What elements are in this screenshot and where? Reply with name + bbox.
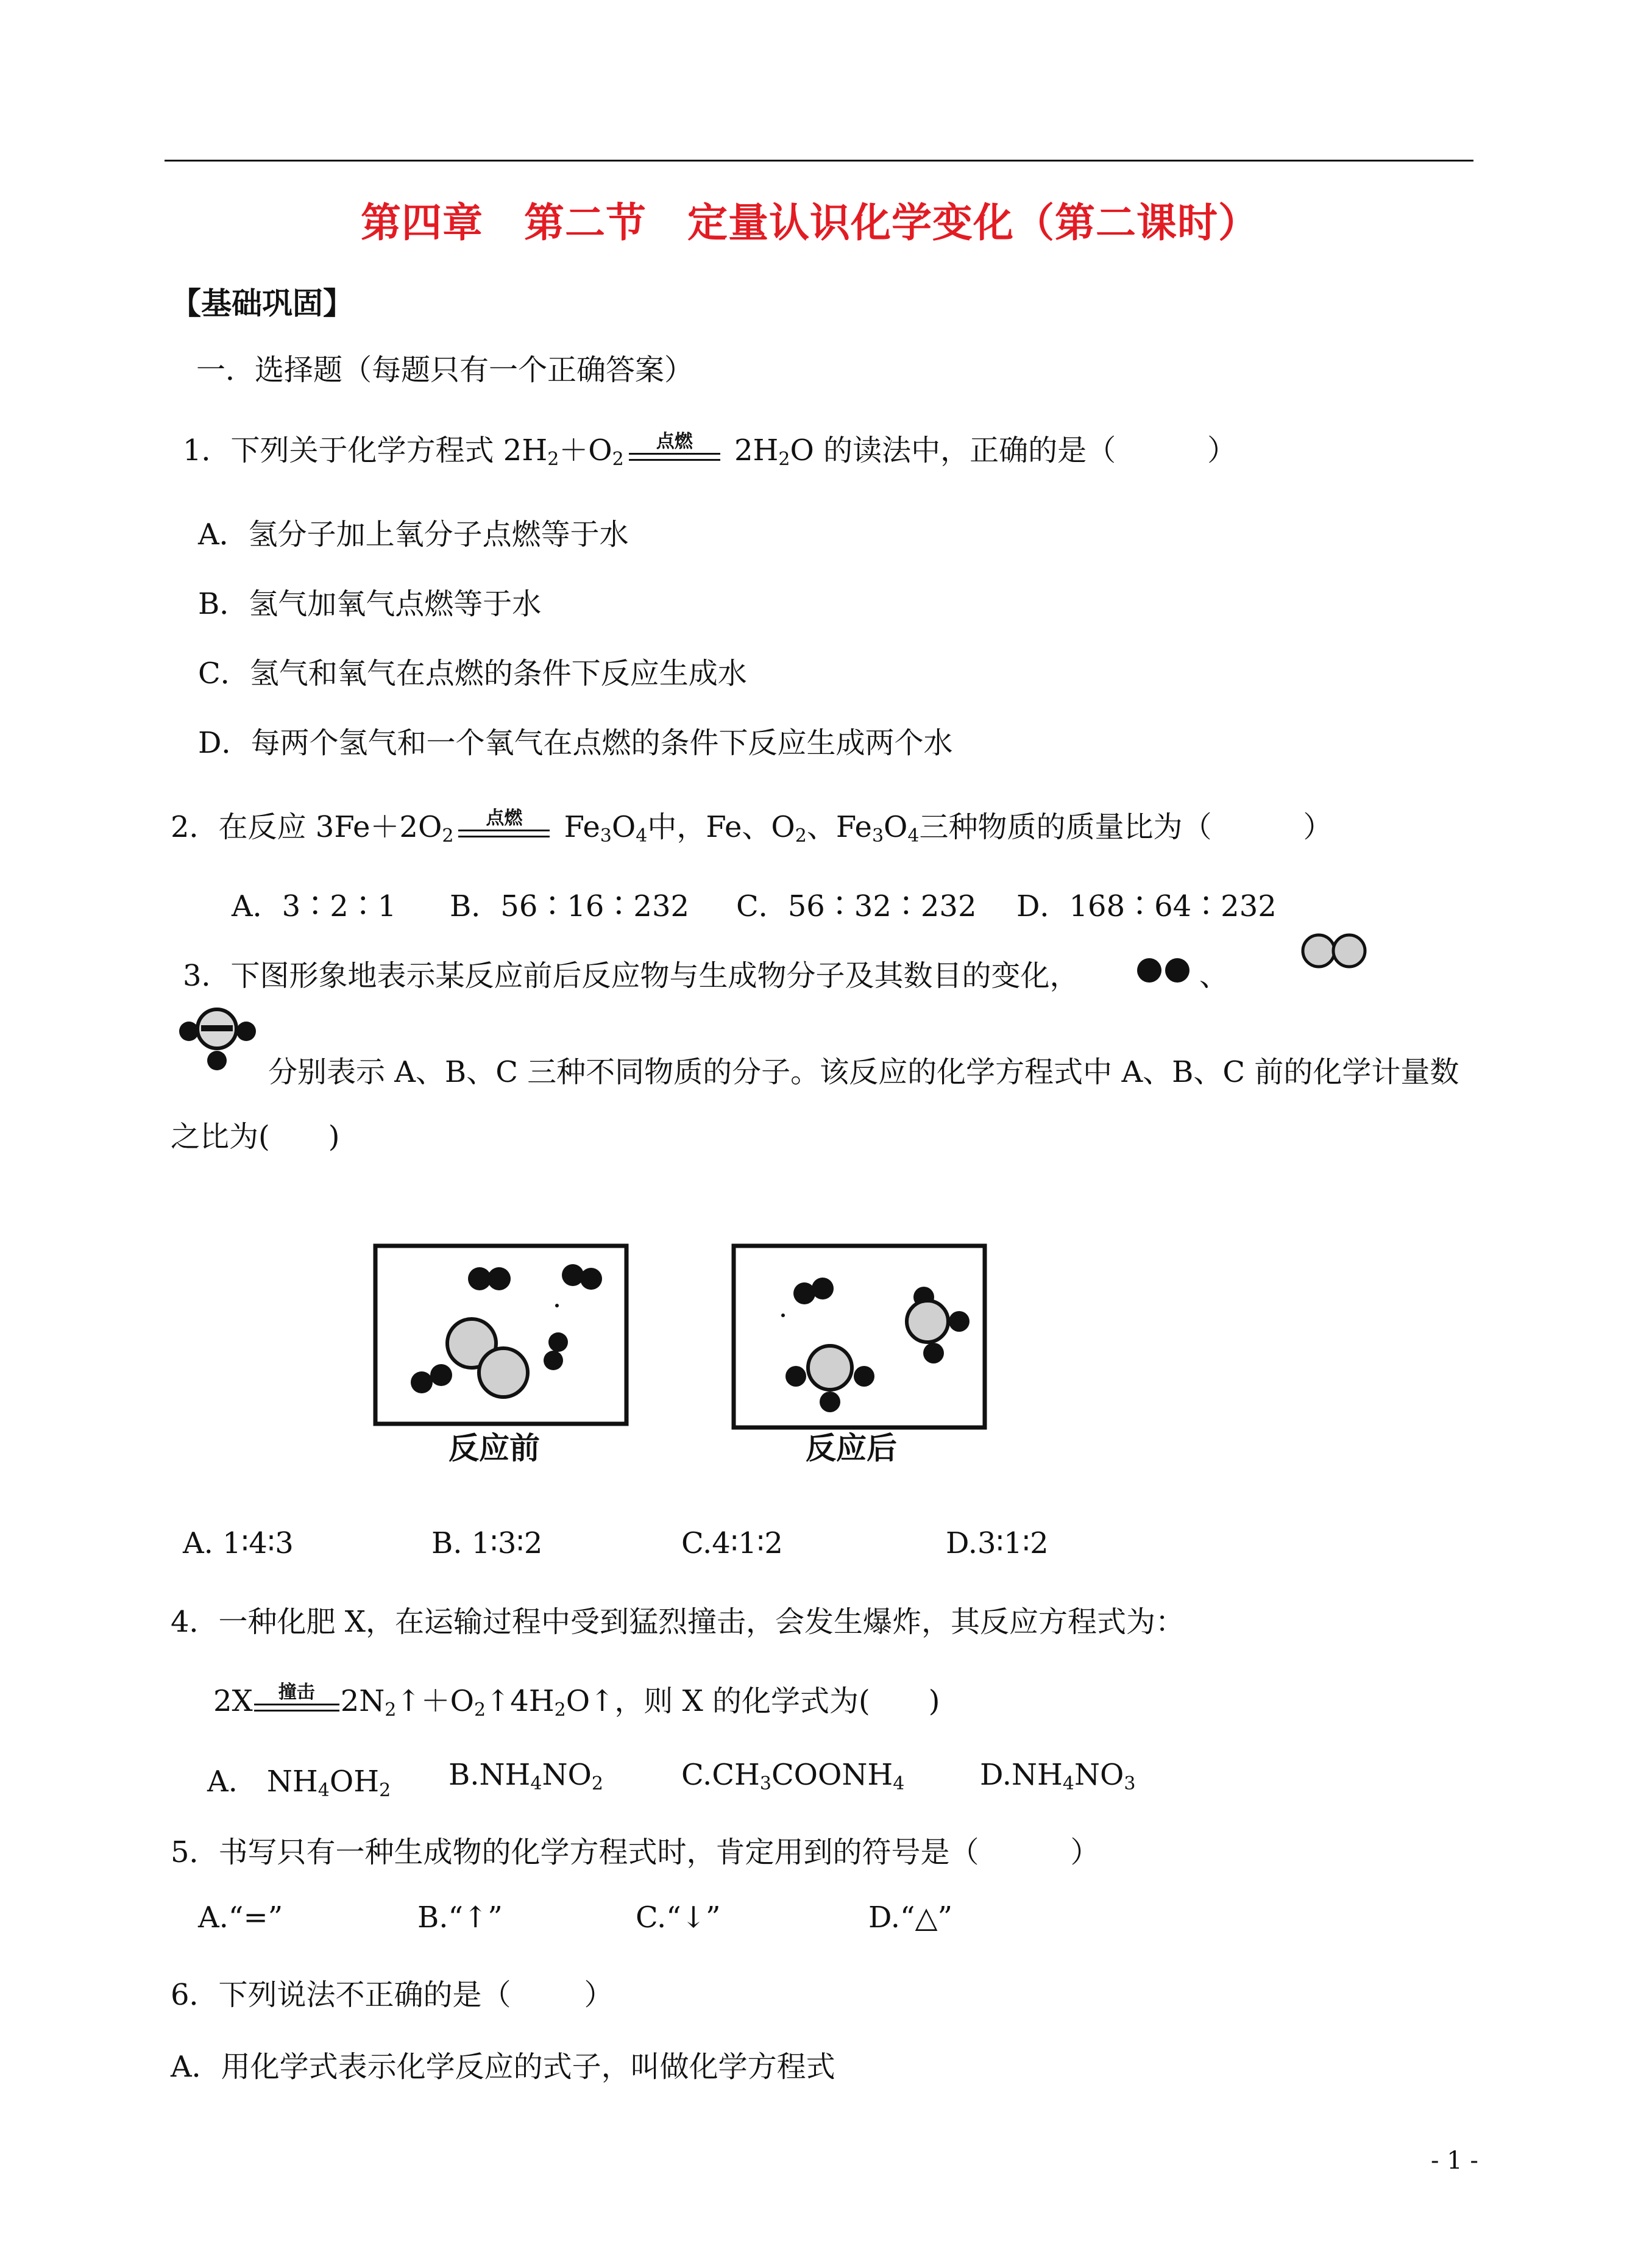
q2-option-c: C．56∶32∶232	[736, 889, 977, 923]
q5-option-b: B.“↑”	[417, 1900, 503, 1935]
question-1: 1．下列关于化学方程式 $2H_2+O_2$ 点燃 $2H_2O$ 的读法中，正确的是（ ）	[183, 430, 1237, 470]
question-5: 5．书写只有一种生成物的化学方程式时，肯定用到的符号是（ ）	[171, 1835, 1100, 1869]
q1-text-pre: 1．下列关于化学方程式 2H	[183, 433, 548, 467]
q2-option-b: B．56∶16∶232	[450, 889, 690, 923]
molecule-b-icon	[1298, 933, 1371, 969]
reaction-after-box	[731, 1243, 987, 1432]
ignite-condition-arrow: 点燃	[458, 811, 550, 848]
ignite-condition-arrow: 点燃	[629, 435, 720, 471]
q4-option-b: $B.NH_4NO_2$	[448, 1758, 603, 1794]
label-after: 反应后	[806, 1431, 897, 1466]
label-before: 反应前	[448, 1431, 540, 1466]
impact-condition-arrow: 撞击	[254, 1685, 339, 1722]
page-number: - 1 -	[1431, 2147, 1478, 2175]
q5-option-d: D.“△”	[868, 1900, 953, 1935]
section-heading: 【基础巩固】	[171, 286, 353, 321]
q3-option-a: A. 1∶4∶3	[183, 1526, 294, 1560]
question-6: 6．下列说法不正确的是（ ）	[171, 1978, 614, 2012]
q6-option-a: A．用化学式表示化学反应的式子，叫做化学方程式	[171, 2050, 835, 2084]
question-3-line-2: 分别表示 A、B、C 三种不同物质的分子。该反应的化学方程式中 A、B、C 前的化学计量数	[268, 1055, 1459, 1089]
q2-option-d: D．168∶64∶232	[1016, 889, 1277, 923]
question-4-equation: 2X 撞击 $2N_2↑+O_2↑4H_2O↑$，则 X 的化学式为( )	[213, 1681, 940, 1721]
reaction-before-box	[373, 1243, 629, 1426]
molecule-c-icon	[177, 1004, 262, 1078]
molecule-a-icon	[1135, 956, 1202, 986]
question-2: 2．在反应 $3Fe+2O_2$ 点燃 $Fe_3O_4$中，Fe、$O_2$、$Fe_3O_4$三种物质的质量比为（ ）	[171, 807, 1333, 847]
header-rule	[165, 160, 1473, 162]
question-4-line-1: 4．一种化肥 X，在运输过程中受到猛烈撞击，会发生爆炸，其反应方程式为：	[171, 1605, 1185, 1639]
q1-option-a: A．氢分子加上氧分子点燃等于水	[198, 517, 629, 552]
question-3-line-1: 3．下图形象地表示某反应前后反应物与生成物分子及其数目的变化，	[183, 959, 1079, 993]
question-3-line-3: 之比为( )	[171, 1120, 340, 1154]
q2-option-a: A．3∶2∶1	[232, 889, 397, 923]
q4-option-a: A. $NH_4OH_2$	[207, 1765, 391, 1801]
q1-option-b: B．氢气加氧气点燃等于水	[198, 587, 542, 621]
q3-separator: 、	[1199, 959, 1229, 993]
q3-option-b: B. 1∶3∶2	[431, 1526, 543, 1560]
q5-option-c: C.“↓”	[636, 1900, 721, 1935]
q1-option-d: D．每两个氢气和一个氧气在点燃的条件下反应生成两个水	[198, 726, 953, 760]
page-title: 第四章 第二节 定量认识化学变化（第二课时）	[361, 199, 1259, 246]
q4-option-c: $C.CH_3COONH_4$	[681, 1758, 905, 1794]
q4-option-d: $D.NH_4NO_3$	[980, 1758, 1136, 1794]
part-one-heading: 一．选择题（每题只有一个正确答案）	[196, 353, 694, 387]
q1-option-c: C．氢气和氧气在点燃的条件下反应生成水	[198, 656, 747, 691]
q5-option-a: A.“=”	[198, 1900, 283, 1935]
q3-option-c: C.4∶1∶2	[681, 1526, 783, 1560]
q3-option-d: D.3∶1∶2	[946, 1526, 1049, 1560]
